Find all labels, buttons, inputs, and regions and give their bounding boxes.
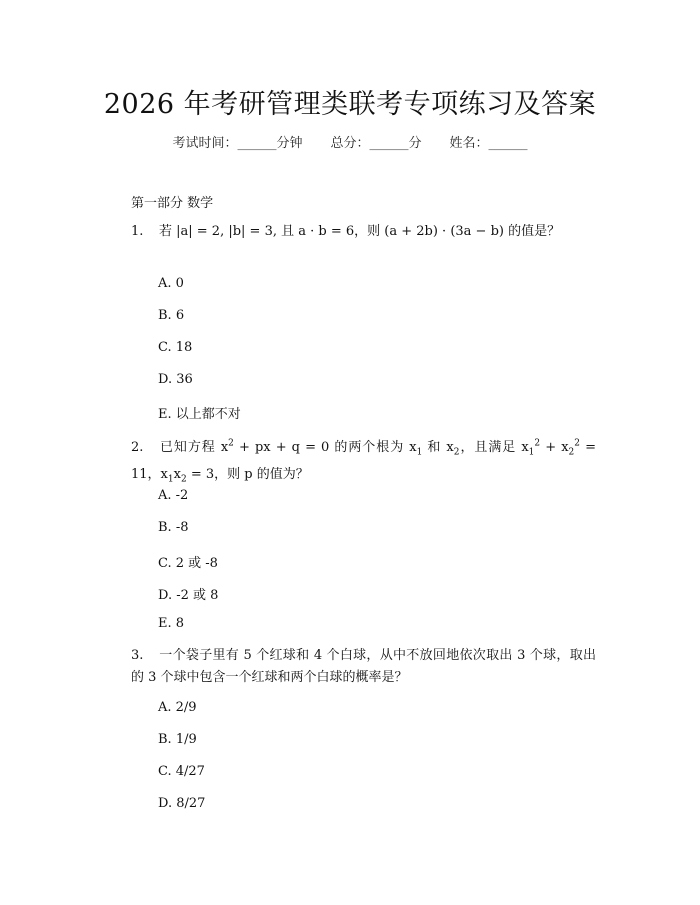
option-2a[interactable]: A. -2 <box>158 488 189 503</box>
option-2d[interactable]: D. -2 或 8 <box>158 588 219 603</box>
option-3a[interactable]: A. 2/9 <box>158 700 197 715</box>
option-1d[interactable]: D. 36 <box>158 372 193 387</box>
option-2e[interactable]: E. 8 <box>158 616 185 631</box>
option-3c[interactable]: C. 4/27 <box>158 764 205 779</box>
option-1e[interactable]: E. 以上都不对 <box>158 407 241 422</box>
total-score: 总分：______分 <box>330 136 422 151</box>
section-heading: 第一部分 数学 <box>131 196 214 211</box>
option-1a[interactable]: A. 0 <box>158 276 184 291</box>
question-2 <box>131 433 596 491</box>
option-2b[interactable]: B. -8 <box>158 520 189 535</box>
question-3 <box>131 645 596 689</box>
question-1 <box>131 221 596 243</box>
question-number: 3. <box>131 648 144 663</box>
page-title: 2026 年考研管理类联考专项练习及答案 <box>103 89 597 120</box>
exam-meta <box>0 132 700 151</box>
option-3d[interactable]: D. 8/27 <box>158 796 206 811</box>
option-1b[interactable]: B. 6 <box>158 308 185 323</box>
option-1c[interactable]: C. 18 <box>158 340 193 355</box>
question-text: 一个袋子里有 5 个红球和 4 个白球，从中不放回地依次取出 3 个球，取出的 3 个球中包含一个红球和两个白球的概率是？ <box>131 648 596 685</box>
question-number: 2. <box>131 440 144 456</box>
question-text: 已知方程 $x^2$ + px + q = 0 的两个根为 $x_1$ 和 $x_2$，且满足 $x_1^2 + x_2^2 = 11$，$x_1x_2 = 3$，则 p 的值为？ <box>131 439 596 485</box>
student-name: 姓名：______ <box>449 136 528 151</box>
option-2c[interactable]: C. 2 或 -8 <box>158 556 218 571</box>
option-3b[interactable]: B. 1/9 <box>158 732 197 747</box>
question-text: 若 |a| = 2, |b| = 3, 且 a · b = 6，则 (a + 2b) · (3a − b) 的值是？ <box>159 224 561 239</box>
exam-time: 考试时间：______分钟 <box>172 136 303 151</box>
question-number: 1. <box>131 224 144 239</box>
